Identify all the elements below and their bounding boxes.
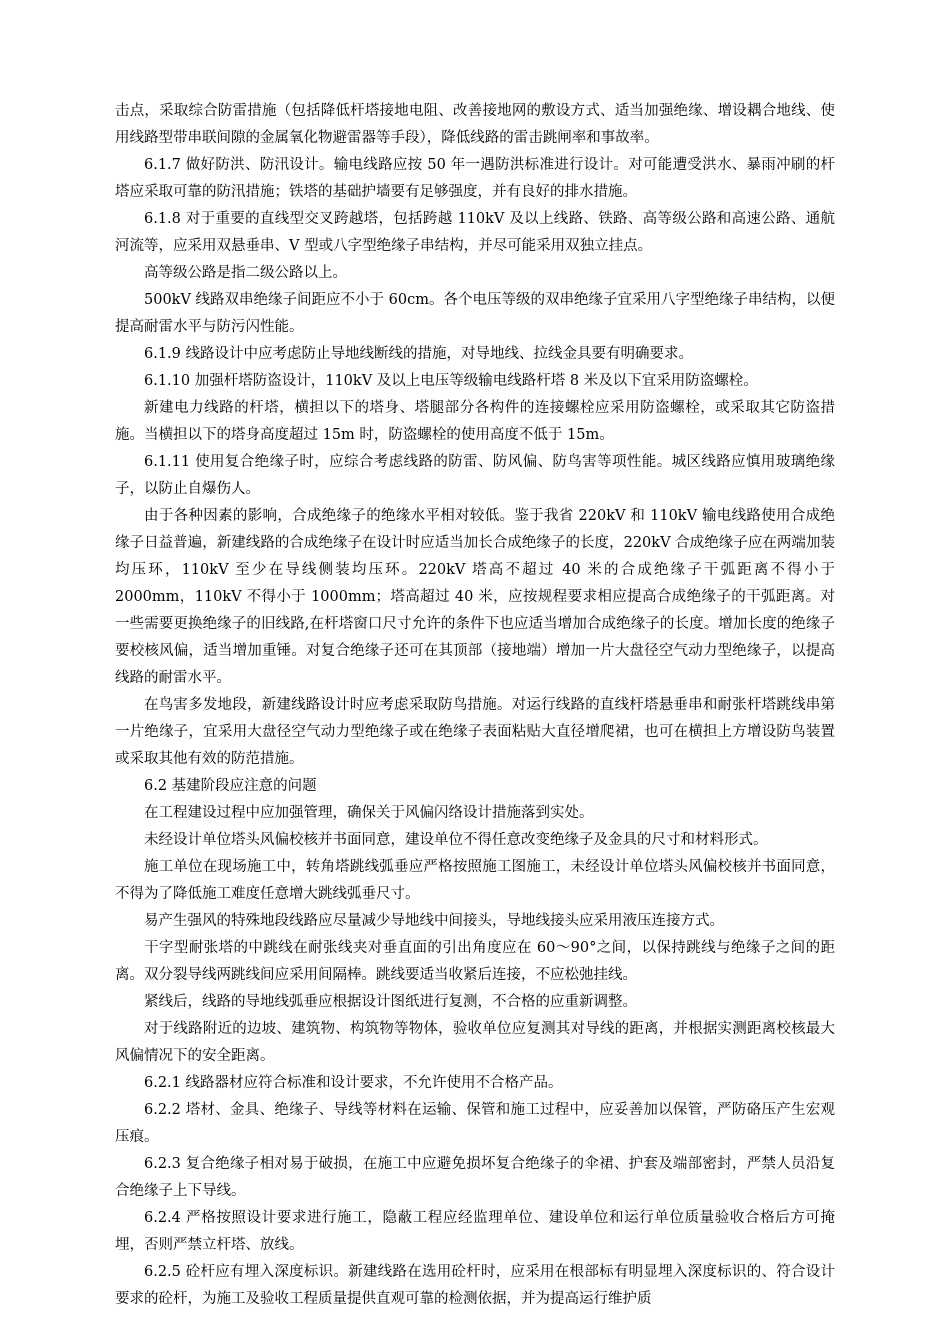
paragraph-23: 6.2.5 砼杆应有埋入深度标识。新建线路在选用砼杆时，应采用在根部标有明显埋入深度标识的、符合设计要求的砼杆，为施工及验收工程质量提供直观可靠的检测依据，并为提高运行维护质	[115, 1264, 835, 1307]
paragraph-5: 6.1.9 线路设计中应考虑防止导地线断线的措施，对导地线、拉线金具要有明确要求。	[144, 346, 694, 362]
paragraph-14: 施工单位在现场施工中，转角塔跳线弧垂应严格按照施工图施工，未经设计单位塔头风偏校核并书面同意，不得为了降低施工难度任意增大跳线弧垂尺寸。	[115, 859, 835, 902]
paragraph-4: 500kV 线路双串绝缘子间距应不小于 60cm。各个电压等级的双串绝缘子宜采用八字型绝缘子串结构，以便提高耐雷水平与防污闪性能。	[115, 292, 835, 335]
paragraph-7: 新建电力线路的杆塔，横担以下的塔身、塔腿部分各构件的连接螺栓应采用防盗螺栓，或采取其它防盗措施。当横担以下的塔身高度超过 15m 时，防盗螺栓的使用高度不低于 15m。	[115, 400, 835, 443]
paragraph-18: 对于线路附近的边坡、建筑物、构筑物等物体，验收单位应复测其对导线的距离，并根据实测距离校核最大风偏情况下的安全距离。	[115, 1021, 835, 1064]
paragraph-22: 6.2.4 严格按照设计要求进行施工，隐蔽工程应经监理单位、建设单位和运行单位质量验收合格后方可掩埋，否则严禁立杆塔、放线。	[115, 1210, 835, 1253]
document-body	[115, 98, 835, 1313]
paragraph-2: 6.1.8 对于重要的直线型交叉跨越塔，包括跨越 110kV 及以上线路、铁路、高等级公路和高速公路、通航河流等，应采用双悬垂串、V 型或八字型绝缘子串结构，并尽可能采用双独立挂点。	[115, 211, 835, 254]
paragraph-3: 高等级公路是指二级公路以上。	[144, 265, 347, 281]
paragraph-10: 在鸟害多发地段，新建线路设计时应考虑采取防鸟措施。对运行线路的直线杆塔悬垂串和耐张杆塔跳线串第一片绝缘子，宜采用大盘径空气动力型绝缘子或在绝缘子表面粘贴大直径增爬裙，也可在横担上方增设防鸟装置或采取其他有效的防范措施。	[115, 697, 835, 767]
paragraph-12: 在工程建设过程中应加强管理，确保关于风偏闪络设计措施落到实处。	[144, 805, 594, 821]
paragraph-1: 6.1.7 做好防洪、防汛设计。输电线路应按 50 年一遇防洪标准进行设计。对可能遭受洪水、暴雨冲刷的杆塔应采取可靠的防汛措施；铁塔的基础护墙要有足够强度，并有良好的排水措施。	[115, 157, 835, 200]
paragraph-0: 击点，采取综合防雷措施（包括降低杆塔接地电阻、改善接地网的敷设方式、适当加强绝缘、增设耦合地线、使用线路型带串联间隙的金属氧化物避雷器等手段），降低线路的雷击跳闸率和事故率。	[115, 103, 835, 146]
paragraph-8: 6.1.11 使用复合绝缘子时，应综合考虑线路的防雷、防风偏、防鸟害等项性能。城区线路应慎用玻璃绝缘子，以防止自爆伤人。	[115, 454, 835, 497]
paragraph-9: 由于各种因素的影响，合成绝缘子的绝缘水平相对较低。鉴于我省 220kV 和 110kV 输电线路使用合成绝缘子日益普遍，新建线路的合成绝缘子在设计时应适当加长合成绝缘子的长度，220kV 合成绝缘子应在两端加装均压环，110kV 至少在导线侧装均压环。220kV 塔高不超过 40 米的合成绝缘子干弧距离不得小于 2000mm，110kV 不得小于 1000mm；塔高超过 40 米，应按规程要求相应提高合成绝缘子的干弧距离。对一些需要更换绝缘子的旧线路,在杆塔窗口尺寸允许的条件下也应适当增加合成绝缘子的长度。增加长度的绝缘子要校核风偏，适当增加重锤。对复合绝缘子还可在其顶部（接地端）增加一片大盘径空气动力型绝缘子，以提高线路的耐雷水平。	[115, 508, 835, 686]
paragraph-6: 6.1.10 加强杆塔防盗设计，110kV 及以上电压等级输电线路杆塔 8 米及以下宜采用防盗螺栓。	[144, 373, 758, 389]
paragraph-15: 易产生强风的特殊地段线路应尽量减少导地线中间接头，导地线接头应采用液压连接方式。	[144, 913, 724, 929]
paragraph-17: 紧线后，线路的导地线弧垂应根据设计图纸进行复测，不合格的应重新调整。	[144, 994, 637, 1010]
paragraph-21: 6.2.3 复合绝缘子相对易于破损，在施工中应避免损坏复合绝缘子的伞裙、护套及端部密封，严禁人员沿复合绝缘子上下导线。	[115, 1156, 835, 1199]
paragraph-16: 干字型耐张塔的中跳线在耐张线夹对垂直面的引出角度应在 60～90°之间，以保持跳线与绝缘子之间的距离。双分裂导线两跳线间应采用间隔棒。跳线要适当收紧后连接，不应松弛挂线。	[115, 940, 835, 983]
paragraph-20: 6.2.2 塔材、金具、绝缘子、导线等材料在运输、保管和施工过程中，应妥善加以保管，严防硌压产生宏观压痕。	[115, 1102, 835, 1145]
paragraph-13: 未经设计单位塔头风偏校核并书面同意，建设单位不得任意改变绝缘子及金具的尺寸和材料形式。	[144, 832, 768, 848]
section-heading-6-2: 6.2 基建阶段应注意的问题	[144, 778, 317, 794]
paragraph-19: 6.2.1 线路器材应符合标准和设计要求，不允许使用不合格产品。	[144, 1075, 563, 1091]
